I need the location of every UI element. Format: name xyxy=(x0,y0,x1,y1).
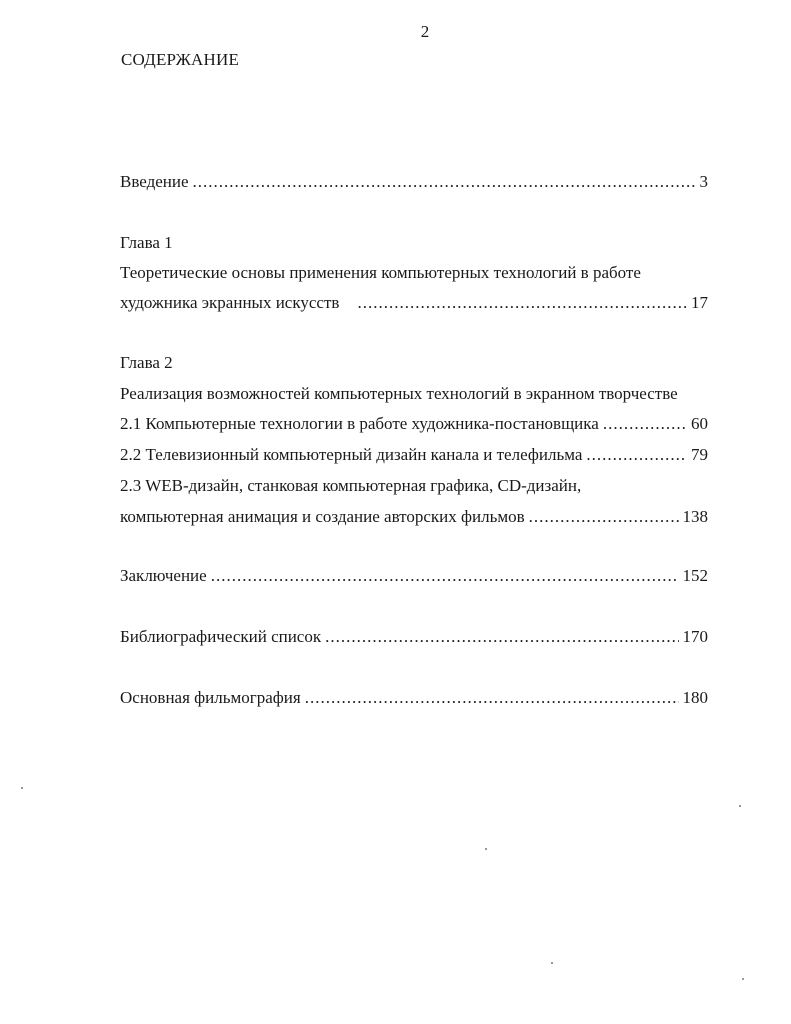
dot-leader xyxy=(211,565,679,587)
dot-leader xyxy=(357,292,687,314)
toc-entry-filmography xyxy=(120,687,708,709)
toc-entry-label: 2.1 Компьютерные технологии в работе художника-постановщика xyxy=(120,414,599,433)
chapter1-heading: Глава 1 xyxy=(120,233,173,252)
page-title: СОДЕРЖАНИЕ xyxy=(121,50,240,69)
toc-entry-page: 3 xyxy=(699,172,708,191)
dot-leader xyxy=(586,444,687,466)
toc-entry-label: художника экранных искусств xyxy=(120,293,340,312)
toc-entry-conclusion xyxy=(120,565,708,587)
dot-leader xyxy=(193,171,696,193)
dot-leader xyxy=(325,626,678,648)
scan-speck xyxy=(739,805,741,807)
toc-entry-label: Основная фильмография xyxy=(120,688,301,707)
toc-entry-label: Библиографический список xyxy=(120,627,322,646)
toc-entry-intro xyxy=(120,171,708,193)
chapter2-heading: Глава 2 xyxy=(120,353,173,372)
scan-speck xyxy=(742,978,744,980)
toc-entry-section-2-2 xyxy=(120,444,708,466)
chapter2-title: Реализация возможностей компьютерных технологий в экранном творчестве xyxy=(120,384,678,403)
toc-entry-page: 79 xyxy=(691,445,708,464)
toc-entry-bibliography xyxy=(120,626,708,648)
toc-entry-section-2-3 xyxy=(120,506,708,528)
toc-entry-label: 2.2 Телевизионный компьютерный дизайн канала и телефильма xyxy=(120,445,583,464)
scan-speck xyxy=(21,787,23,789)
dot-leader xyxy=(529,506,679,528)
toc-entry-label: компьютерная анимация и создание авторских фильмов xyxy=(120,507,525,526)
toc-entry-page: 170 xyxy=(682,627,708,646)
toc-entry-page: 152 xyxy=(682,566,708,585)
toc-entry-page: 180 xyxy=(682,688,708,707)
dot-leader xyxy=(603,413,687,435)
scan-speck xyxy=(485,848,487,850)
page-number: 2 xyxy=(420,22,430,41)
toc-entry-page: 138 xyxy=(682,507,708,526)
section-2-3-line1: 2.3 WEB-дизайн, станковая компьютерная графика, CD-дизайн, xyxy=(120,476,582,495)
toc-entry-chapter1 xyxy=(120,292,708,314)
chapter1-title-line1: Теоретические основы применения компьютерных технологий в работе xyxy=(120,263,641,282)
toc-entry-label: Заключение xyxy=(120,566,207,585)
scan-speck xyxy=(551,962,553,964)
toc-entry-page: 17 xyxy=(691,293,708,312)
toc-entry-section-2-1 xyxy=(120,413,708,435)
toc-entry-label: Введение xyxy=(120,172,189,191)
dot-leader xyxy=(305,687,679,709)
toc-entry-page: 60 xyxy=(691,414,708,433)
